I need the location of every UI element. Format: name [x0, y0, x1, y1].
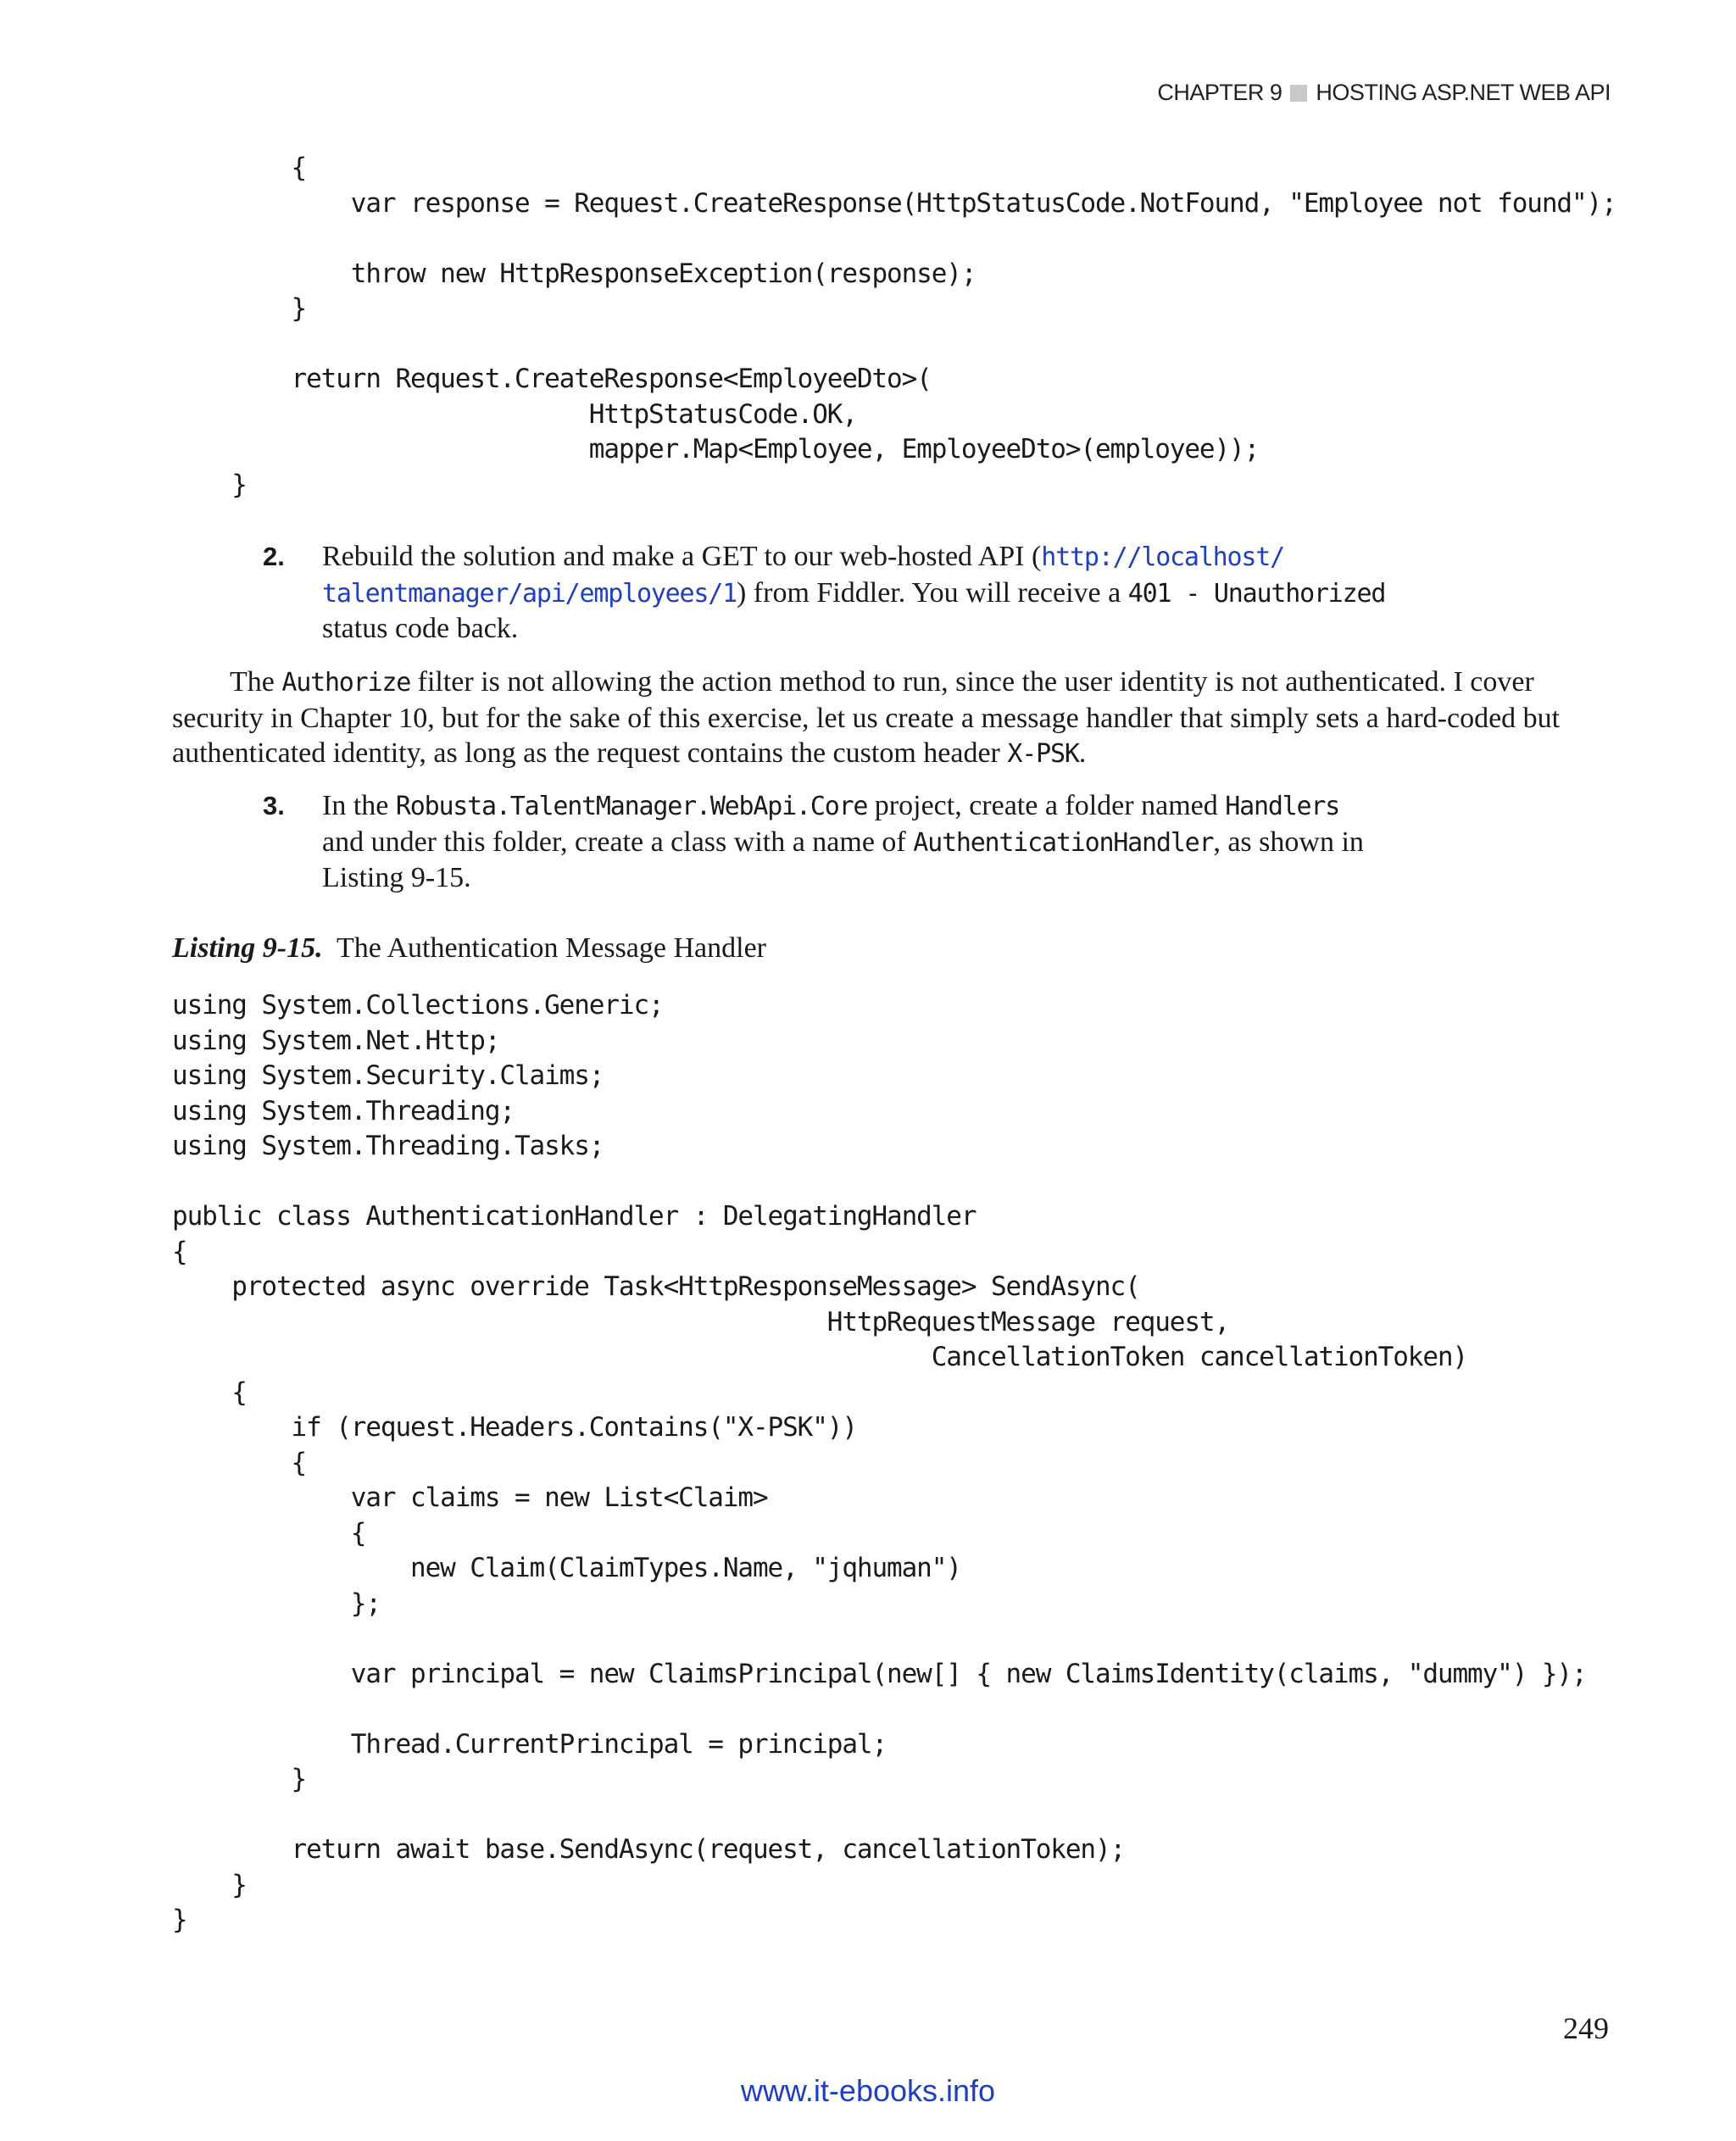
step-text-part: Listing 9-15.	[322, 862, 471, 893]
code-block-top: { var response = Request.CreateResponse(HttpStatusCode.NotFound, "Employee not found"); throw new HttpResponseException(response); } return Request.CreateResponse<EmployeeDto>( HttpStatusCode.OK, mapper.Map<Employee, EmployeeDto>(employee)); }	[231, 153, 1616, 500]
inline-code: Robusta.TalentManager.WebApi.Core	[395, 792, 868, 821]
step-3	[263, 788, 1449, 896]
inline-code: X-PSK	[1007, 739, 1079, 769]
page-number: 249	[1563, 2011, 1609, 2045]
step-text-part: In the	[322, 790, 396, 821]
footer-link-text[interactable]: www.it-ebooks.info	[740, 2073, 996, 2108]
listing-title: The Authentication Message Handler	[336, 932, 766, 964]
step-text	[322, 788, 1449, 896]
paragraph-text: .	[1078, 737, 1087, 769]
step-number: 2.	[263, 542, 285, 571]
step-text-part: and under this folder, create a class with a name of	[322, 826, 914, 858]
step-2	[263, 539, 1449, 647]
step-text-part: status code back.	[322, 613, 519, 644]
running-header	[1157, 80, 1611, 106]
chapter-label: CHAPTER 9	[1157, 80, 1283, 105]
step-text-part: project, create a folder named	[867, 790, 1226, 821]
step-text-part: ) from Fiddler. You will receive a	[736, 576, 1128, 609]
code-listing: using System.Collections.Generic; using System.Net.Http; using System.Security.Claims; using System.Threading; using System.Threading.Tasks; public class AuthenticationHandler : DelegatingHandler { protected async override Task<HttpResponseMessage> SendAsync( HttpRequestMessage request, CancellationToken cancellationToken) { if (request.Headers.Contains("X-PSK")) { var claims = new List<Claim> { new Claim(ClaimTypes.Name, "jqhuman") }; var principal = new ClaimsPrincipal(new[] { new ClaimsIdentity(claims, "dummy") }); Thread.CurrentPrincipal = principal; } return await base.SendAsync(request, cancellationToken); } }	[172, 990, 1587, 1935]
inline-code: AuthenticationHandler	[913, 827, 1214, 858]
api-url-link-part1[interactable]: http://localhost/	[1041, 542, 1284, 572]
inline-code: Authorize	[281, 668, 411, 698]
step-text-part: Rebuild the solution and make a GET to our web-hosted API (	[322, 541, 1042, 572]
paragraph-text: The	[230, 666, 282, 698]
status-code: 401 - Unauthorized	[1127, 578, 1386, 609]
api-url-link-part2[interactable]: talentmanager/api/employees/1	[322, 578, 737, 609]
inline-code: Handlers	[1225, 792, 1340, 821]
step-text-part: , as shown in	[1213, 826, 1364, 858]
paragraph-text: filter is not allowing the action method to run, since the user identity is not authenticated. I cover security in Chapter 10, but for the sake of this exercise, let us create a message handler that simply sets a hard-coded but authenticated identity, as long as the request contains the custom header	[172, 666, 1561, 769]
step-number: 3.	[263, 791, 285, 820]
listing-label: Listing 9-15.	[172, 932, 323, 964]
footer-link[interactable]	[0, 2073, 1736, 2109]
listing-caption	[172, 931, 766, 966]
body-paragraph	[172, 665, 1613, 772]
step-text	[322, 539, 1449, 647]
header-separator-square	[1290, 85, 1307, 102]
chapter-title: HOSTING ASP.NET WEB API	[1316, 80, 1611, 105]
